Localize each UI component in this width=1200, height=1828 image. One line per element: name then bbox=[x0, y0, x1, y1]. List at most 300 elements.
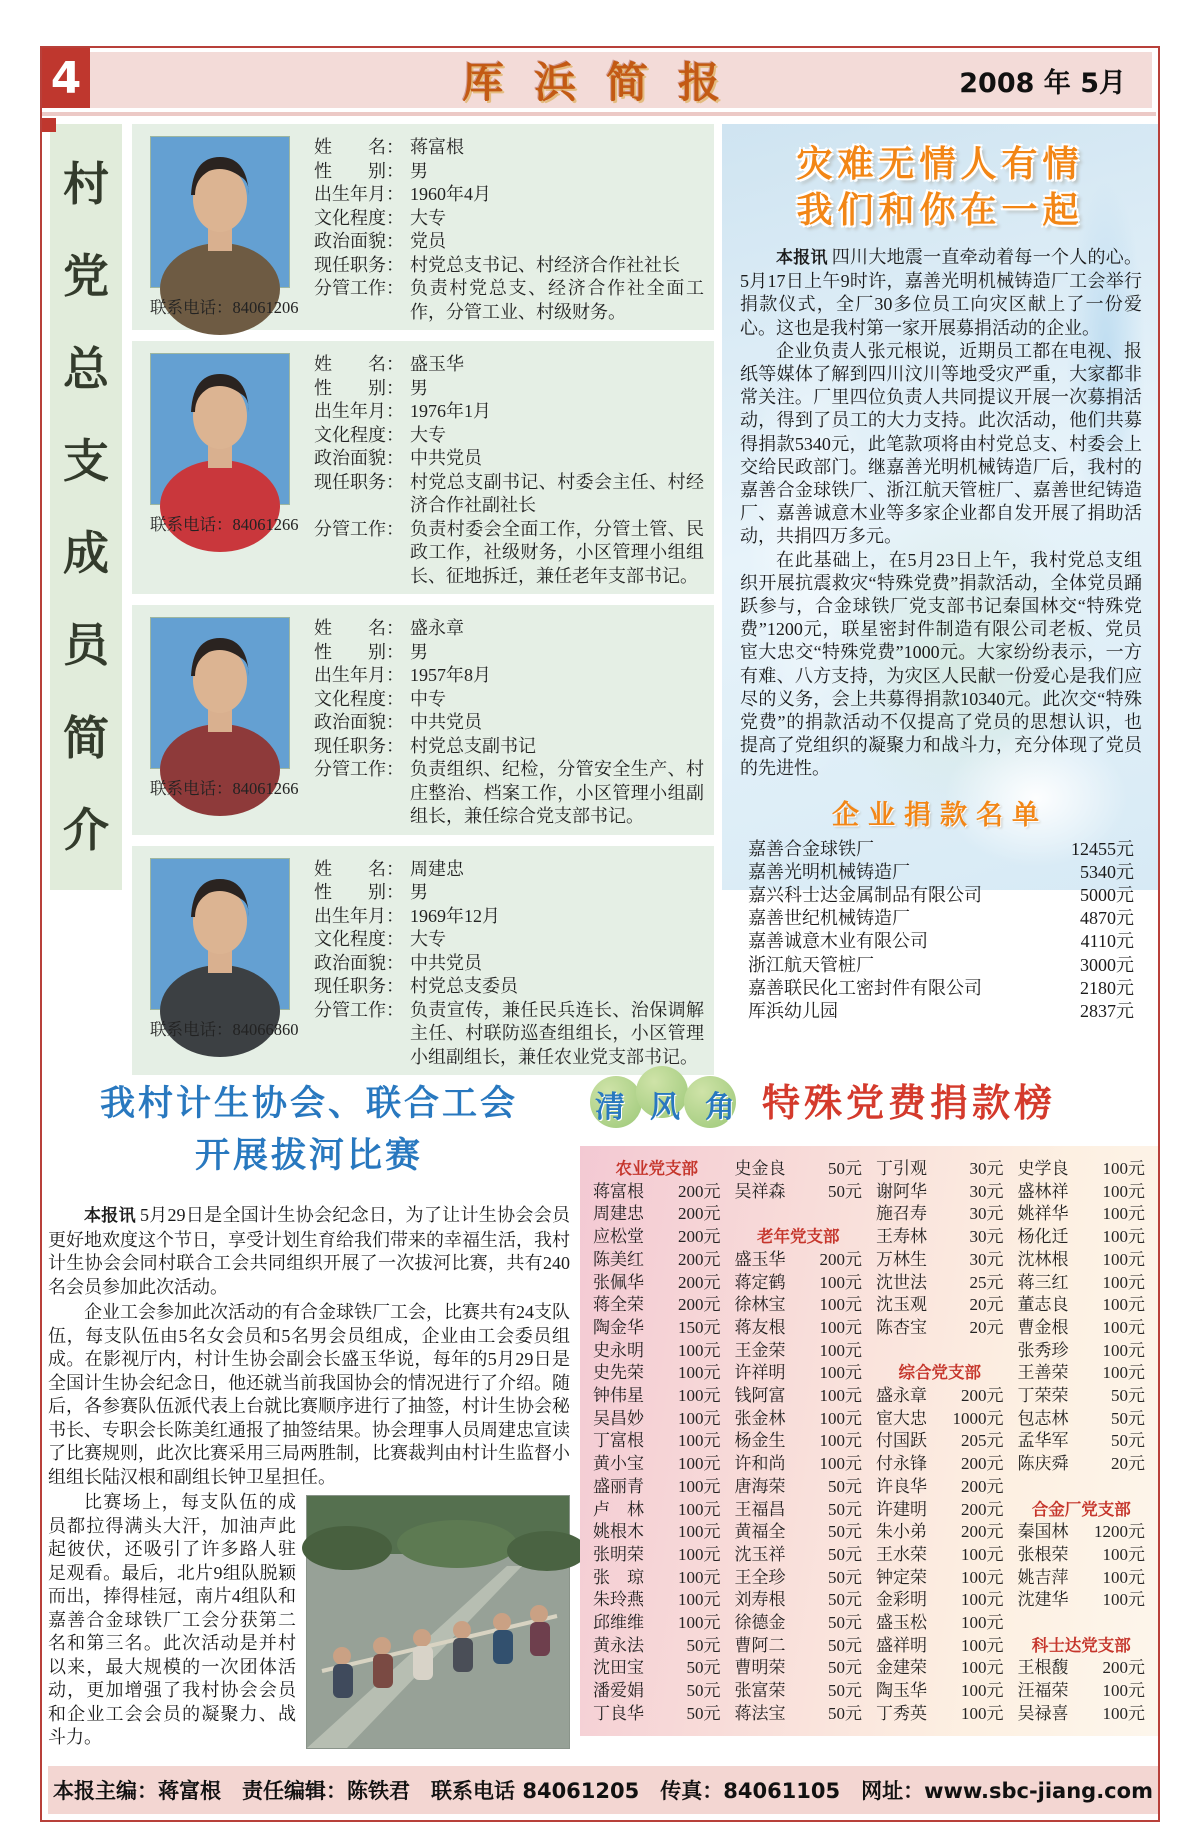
education-label: 文化程度： bbox=[314, 688, 404, 709]
donor-name: 董志良 bbox=[1017, 1295, 1069, 1315]
donor-name: 许和尚 bbox=[734, 1454, 786, 1474]
donor-column-2 bbox=[728, 1158, 870, 1726]
donor-row bbox=[593, 1680, 721, 1703]
donor-amount: 50元 bbox=[1111, 1431, 1145, 1451]
donor-row bbox=[876, 1226, 1004, 1249]
donor-board-header bbox=[580, 1066, 1158, 1132]
donor-board-section bbox=[580, 1066, 1158, 1736]
member-position-row bbox=[314, 975, 704, 999]
donor-amount: 50元 bbox=[828, 1567, 862, 1587]
donor-name: 汪福荣 bbox=[1017, 1681, 1069, 1701]
donor-name: 沈玉祥 bbox=[734, 1544, 786, 1564]
donor-name: 潘爱娟 bbox=[593, 1681, 644, 1701]
donor-amount: 100元 bbox=[961, 1613, 1004, 1633]
donor-amount: 100元 bbox=[678, 1590, 721, 1610]
paragraph-text: 5月29日是全国计生协会纪念日，为了让计生协会会员更好地欢度这个节日，享受计划生育给我们带来的幸福生活，我村计生协会会同村联合工会共同组织开展了一次拔河比赛，共有240名会员参加此次活动。 bbox=[48, 1205, 571, 1297]
enterprise-donation-list bbox=[722, 838, 1158, 1024]
donor-row bbox=[876, 1272, 1004, 1295]
member-photo-column bbox=[150, 136, 300, 324]
donor-name: 姚吉萍 bbox=[1017, 1567, 1069, 1587]
phone-label: 联系电话： bbox=[150, 1019, 233, 1039]
donor-row bbox=[876, 1158, 1004, 1181]
donor-amount: 200元 bbox=[678, 1204, 721, 1224]
member-education-row bbox=[314, 688, 704, 712]
donor-row bbox=[735, 1294, 863, 1317]
donor-row bbox=[735, 1272, 863, 1295]
donor-board-panel bbox=[580, 1146, 1158, 1736]
member-card bbox=[132, 605, 714, 835]
donor-amount: 50元 bbox=[828, 1476, 862, 1496]
donor-row bbox=[593, 1340, 721, 1363]
duty-label: 分管工作： bbox=[314, 278, 404, 298]
donor-amount: 100元 bbox=[678, 1567, 721, 1587]
politics-value: 中共党员 bbox=[410, 952, 482, 973]
donor-amount: 200元 bbox=[961, 1499, 1004, 1519]
phone-value: 84061266 bbox=[232, 779, 299, 798]
enterprise-amount: 5000元 bbox=[1080, 885, 1134, 906]
donor-row bbox=[1018, 1272, 1146, 1295]
member-card bbox=[132, 341, 714, 594]
donor-name: 沈建华 bbox=[1017, 1590, 1069, 1610]
donor-amount: 100元 bbox=[678, 1499, 721, 1519]
donor-amount: 1200元 bbox=[1094, 1522, 1145, 1542]
donor-name: 张金林 bbox=[734, 1408, 786, 1428]
birth-label: 出生年月： bbox=[314, 184, 404, 204]
donor-name: 王水荣 bbox=[876, 1544, 927, 1564]
donor-row bbox=[1018, 1657, 1146, 1680]
paragraph bbox=[48, 1301, 570, 1489]
donor-amount: 100元 bbox=[1102, 1295, 1145, 1315]
footer-colophon bbox=[48, 1766, 1158, 1814]
donor-row bbox=[1018, 1476, 1146, 1499]
donor-amount: 30元 bbox=[969, 1204, 1004, 1224]
donor-amount: 100元 bbox=[819, 1317, 862, 1337]
donor-name: 蒋法宝 bbox=[734, 1703, 786, 1723]
donor-amount: 100元 bbox=[1102, 1227, 1145, 1247]
member-politics-row bbox=[314, 952, 704, 976]
member-position-row bbox=[314, 735, 704, 759]
donor-row bbox=[876, 1612, 1004, 1635]
title-line-1: 灾难无情人有情 bbox=[796, 144, 1084, 185]
donor-amount: 50元 bbox=[828, 1703, 862, 1723]
enterprise-donation-list-title: 企业捐款名单 bbox=[832, 799, 1048, 831]
donor-row bbox=[1018, 1294, 1146, 1317]
donor-row bbox=[593, 1249, 721, 1272]
donor-amount: 1000元 bbox=[952, 1408, 1004, 1428]
member-photo-column bbox=[150, 617, 300, 829]
donor-row bbox=[1018, 1680, 1146, 1703]
member-duty-row bbox=[314, 277, 704, 324]
donor-amount: 100元 bbox=[961, 1635, 1004, 1655]
donor-row bbox=[876, 1408, 1004, 1431]
donor-row bbox=[876, 1476, 1004, 1499]
sidebar-title-char: 党 bbox=[63, 249, 109, 304]
donor-amount: 200元 bbox=[678, 1227, 721, 1247]
donor-row bbox=[1018, 1453, 1146, 1476]
donor-column-3 bbox=[869, 1158, 1011, 1726]
birth-value: 1969年12月 bbox=[410, 905, 500, 926]
donor-name: 张明荣 bbox=[593, 1544, 644, 1564]
member-birth-row bbox=[314, 400, 704, 424]
header-band bbox=[60, 52, 1152, 108]
donor-amount: 100元 bbox=[819, 1272, 862, 1292]
donor-name: 朱玲燕 bbox=[593, 1590, 644, 1610]
enterprise-donation-row bbox=[748, 838, 1134, 861]
donor-amount: 100元 bbox=[678, 1522, 721, 1542]
branch-header: 综合党支部 bbox=[898, 1363, 981, 1383]
donor-row bbox=[1018, 1567, 1146, 1590]
donor-row bbox=[876, 1567, 1004, 1590]
donor-name: 吴昌妙 bbox=[593, 1408, 644, 1428]
donor-row bbox=[1018, 1385, 1146, 1408]
donor-row bbox=[876, 1203, 1004, 1226]
donor-amount: 200元 bbox=[678, 1295, 721, 1315]
donor-amount: 100元 bbox=[819, 1408, 862, 1428]
branch-header: 科士达党支部 bbox=[1031, 1635, 1131, 1655]
donor-name: 史金良 bbox=[734, 1159, 786, 1178]
donor-amount: 100元 bbox=[1102, 1590, 1145, 1610]
member-name-row bbox=[314, 858, 704, 882]
name-label: 姓 名： bbox=[314, 137, 404, 157]
sidebar-title-char: 员 bbox=[63, 618, 109, 673]
tug-of-war-article bbox=[48, 1078, 570, 1752]
donor-row bbox=[593, 1226, 721, 1249]
enterprise-name: 嘉善诚意木业有限公司 bbox=[748, 931, 928, 952]
donor-row bbox=[735, 1317, 863, 1340]
donor-row bbox=[735, 1521, 863, 1544]
member-portrait-photo bbox=[150, 136, 290, 288]
donor-name: 史先荣 bbox=[593, 1363, 644, 1383]
header-divider bbox=[42, 112, 1156, 116]
donor-name: 盛林祥 bbox=[1017, 1181, 1069, 1201]
donor-row bbox=[593, 1521, 721, 1544]
member-info bbox=[314, 353, 704, 588]
education-label: 文化程度： bbox=[314, 207, 404, 228]
issue-date: 2008 年 5月 bbox=[959, 67, 1126, 99]
donor-row bbox=[593, 1317, 721, 1340]
donor-name: 陶金华 bbox=[593, 1317, 644, 1337]
birth-label: 出生年月： bbox=[314, 401, 404, 421]
donor-name: 沈林根 bbox=[1017, 1249, 1069, 1269]
member-politics-row bbox=[314, 230, 704, 254]
donor-name: 曹阿二 bbox=[734, 1635, 786, 1655]
donor-name: 卢 林 bbox=[593, 1499, 644, 1519]
donor-amount: 50元 bbox=[828, 1522, 862, 1542]
member-info bbox=[314, 858, 704, 1070]
donor-amount: 50元 bbox=[828, 1159, 862, 1178]
donor-row bbox=[876, 1544, 1004, 1567]
donor-name: 王善荣 bbox=[1017, 1363, 1069, 1383]
donor-name: 杨化迁 bbox=[1017, 1227, 1069, 1247]
donor-name: 陶玉华 bbox=[876, 1681, 927, 1701]
title-line-1: 我村计生协会、联合工会 bbox=[99, 1083, 518, 1124]
donor-amount: 30元 bbox=[969, 1159, 1004, 1178]
donor-name: 谢阿华 bbox=[876, 1181, 927, 1201]
donor-row bbox=[593, 1544, 721, 1567]
member-education-row bbox=[314, 424, 704, 448]
donor-amount: 100元 bbox=[678, 1476, 721, 1496]
donor-amount: 50元 bbox=[686, 1658, 721, 1678]
gender-value: 男 bbox=[410, 641, 428, 662]
duty-value: 负责宣传，兼任民兵连长、治保调解主任、村联防巡查组组长，小区管理小组副组长，兼任农业党支部书记。 bbox=[410, 999, 704, 1067]
donor-row bbox=[735, 1703, 863, 1726]
donor-row bbox=[1018, 1340, 1146, 1363]
member-phone bbox=[150, 511, 300, 535]
donor-name: 钱阿富 bbox=[734, 1386, 786, 1406]
donor-amount: 100元 bbox=[678, 1408, 721, 1428]
donor-row bbox=[1018, 1203, 1146, 1226]
sidebar-title-char: 村 bbox=[63, 157, 109, 212]
branch-header: 农业党支部 bbox=[615, 1159, 698, 1178]
enterprise-donation-row bbox=[748, 884, 1134, 907]
donor-row bbox=[876, 1340, 1004, 1363]
name-label: 姓 名： bbox=[314, 354, 404, 374]
logo-char: 角 bbox=[705, 1090, 735, 1125]
member-duty-row bbox=[314, 999, 704, 1070]
enterprise-amount: 3000元 bbox=[1080, 954, 1134, 975]
paragraph-lead: 本报讯 bbox=[776, 248, 828, 268]
donor-row bbox=[593, 1385, 721, 1408]
enterprise-donation-row bbox=[748, 954, 1134, 977]
donor-row bbox=[1018, 1317, 1146, 1340]
donor-row bbox=[593, 1703, 721, 1726]
paragraph-text: 四川大地震一直牵动着每一个人的心。5月17日上午9时许，嘉善光明机械铸造厂工会举行捐款仪式，全厂30多位员工向灾区献上了一份爱心。这也是我村第一家开展募捐活动的企业。 bbox=[740, 247, 1143, 338]
duty-label: 分管工作： bbox=[314, 518, 404, 539]
member-birth-row bbox=[314, 183, 704, 207]
logo-characters bbox=[590, 1082, 740, 1126]
donor-name: 丁引观 bbox=[876, 1159, 927, 1178]
donor-row bbox=[876, 1294, 1004, 1317]
paragraph bbox=[740, 549, 1142, 781]
donor-amount: 100元 bbox=[1102, 1703, 1145, 1723]
donor-amount: 50元 bbox=[828, 1658, 862, 1678]
sidebar-title-char: 介 bbox=[63, 802, 109, 857]
donor-name: 盛玉松 bbox=[876, 1613, 927, 1633]
position-label: 现任职务： bbox=[314, 735, 404, 756]
donor-name: 姚根木 bbox=[593, 1522, 644, 1542]
enterprise-name: 浙江航天管桩厂 bbox=[748, 954, 874, 975]
enterprise-name: 厍浜幼儿园 bbox=[748, 1001, 838, 1022]
tug-article-body bbox=[48, 1204, 570, 1750]
donor-name: 张秀珍 bbox=[1017, 1340, 1069, 1360]
politics-label: 政治面貌： bbox=[314, 712, 404, 732]
qingfengjiao-logo bbox=[590, 1066, 740, 1132]
phone-label: 联系电话： bbox=[150, 298, 233, 317]
donor-amount: 200元 bbox=[961, 1522, 1004, 1542]
education-value: 大专 bbox=[410, 929, 446, 949]
donor-row bbox=[735, 1476, 863, 1499]
donor-amount: 50元 bbox=[828, 1499, 862, 1519]
member-photo-column bbox=[150, 858, 300, 1070]
birth-value: 1957年8月 bbox=[410, 665, 491, 685]
position-value: 村党总支书记、村经济合作社社长 bbox=[410, 254, 680, 275]
paragraph bbox=[740, 246, 1142, 340]
donor-row bbox=[876, 1657, 1004, 1680]
donor-row bbox=[876, 1453, 1004, 1476]
member-position-row bbox=[314, 254, 704, 278]
donor-amount: 100元 bbox=[961, 1567, 1004, 1587]
enterprise-donation-row bbox=[748, 977, 1134, 1000]
donor-name: 施召寿 bbox=[876, 1204, 927, 1224]
enterprise-amount: 2837元 bbox=[1080, 1001, 1134, 1022]
member-birth-row bbox=[314, 905, 704, 929]
donor-amount: 100元 bbox=[678, 1613, 721, 1633]
logo-char: 风 bbox=[650, 1090, 680, 1125]
name-value: 盛永章 bbox=[410, 618, 464, 638]
donor-column-1 bbox=[586, 1158, 728, 1726]
donor-amount: 100元 bbox=[961, 1681, 1004, 1701]
donor-name: 杨金生 bbox=[734, 1431, 786, 1451]
branch-header: 老年党支部 bbox=[757, 1227, 840, 1247]
donor-amount: 50元 bbox=[828, 1181, 862, 1201]
donor-amount: 100元 bbox=[819, 1340, 862, 1360]
donor-name: 沈世法 bbox=[876, 1272, 927, 1292]
donor-row bbox=[735, 1612, 863, 1635]
earthquake-article-title bbox=[722, 142, 1158, 234]
sidebar-title-char: 总 bbox=[63, 341, 109, 396]
education-label: 文化程度： bbox=[314, 929, 404, 949]
phone-value: 84061206 bbox=[232, 298, 299, 317]
donor-amount: 100元 bbox=[1102, 1181, 1145, 1201]
donor-name: 史学良 bbox=[1017, 1159, 1069, 1178]
member-info bbox=[314, 617, 704, 829]
donor-amount: 100元 bbox=[1102, 1249, 1145, 1269]
donor-amount: 200元 bbox=[678, 1181, 721, 1201]
title-line-2: 开展拔河比赛 bbox=[194, 1135, 423, 1176]
donor-name: 张根荣 bbox=[1017, 1544, 1069, 1564]
birth-value: 1976年1月 bbox=[410, 401, 491, 421]
donor-amount: 25元 bbox=[969, 1272, 1004, 1292]
donor-row bbox=[1018, 1703, 1146, 1726]
donor-row bbox=[876, 1680, 1004, 1703]
donor-name: 蒋三红 bbox=[1017, 1272, 1069, 1292]
donor-amount: 200元 bbox=[678, 1249, 721, 1269]
donor-row bbox=[1018, 1635, 1146, 1658]
donor-row bbox=[593, 1453, 721, 1476]
last-paragraph-with-photo bbox=[48, 1491, 570, 1750]
donor-name: 陈杏宝 bbox=[876, 1317, 927, 1337]
donor-name: 黄小宝 bbox=[593, 1454, 644, 1474]
member-card bbox=[132, 846, 714, 1076]
donor-board-title: 特殊党费捐款榜 bbox=[762, 1080, 1057, 1125]
enterprise-name: 嘉善联民化工密封件有限公司 bbox=[748, 977, 982, 998]
donor-amount: 100元 bbox=[1102, 1272, 1145, 1292]
politics-value: 中共党员 bbox=[410, 712, 482, 732]
donor-name: 蒋富根 bbox=[593, 1181, 644, 1201]
donor-name: 朱小弟 bbox=[876, 1522, 927, 1542]
member-politics-row bbox=[314, 711, 704, 735]
donor-amount: 100元 bbox=[961, 1658, 1004, 1678]
branch-header: 合金厂党支部 bbox=[1031, 1499, 1131, 1519]
donor-name: 张富荣 bbox=[734, 1681, 786, 1701]
donor-name: 沈玉观 bbox=[876, 1295, 927, 1315]
title-line-2: 我们和你在一起 bbox=[796, 190, 1084, 231]
donor-row bbox=[735, 1181, 863, 1204]
phone-value: 84061266 bbox=[232, 515, 299, 534]
member-photo-column bbox=[150, 353, 300, 588]
donor-row bbox=[735, 1544, 863, 1567]
donor-row bbox=[876, 1635, 1004, 1658]
donor-row bbox=[735, 1226, 863, 1249]
duty-value: 负责村党总支、经济合作社全面工作，分管工业、村级财务。 bbox=[410, 278, 704, 322]
enterprise-amount: 4870元 bbox=[1080, 908, 1134, 929]
donor-row bbox=[1018, 1362, 1146, 1385]
donor-name: 盛祥明 bbox=[876, 1635, 927, 1655]
donor-amount: 50元 bbox=[828, 1590, 862, 1610]
education-value: 大专 bbox=[410, 207, 446, 228]
red-corner-ornament bbox=[42, 118, 56, 132]
donor-row bbox=[735, 1340, 863, 1363]
donor-row bbox=[1018, 1612, 1146, 1635]
donor-amount: 50元 bbox=[828, 1635, 862, 1655]
enterprise-donation-row bbox=[748, 1000, 1134, 1023]
logo-char: 清 bbox=[595, 1090, 625, 1125]
donor-name: 孟华军 bbox=[1017, 1431, 1069, 1451]
donor-name: 万林生 bbox=[876, 1249, 927, 1269]
birth-value: 1960年4月 bbox=[410, 184, 491, 204]
phone-value: 84066860 bbox=[232, 1019, 299, 1039]
donor-row bbox=[876, 1430, 1004, 1453]
donor-row bbox=[1018, 1499, 1146, 1522]
member-portrait-photo bbox=[150, 617, 290, 769]
donor-row bbox=[735, 1385, 863, 1408]
member-gender-row bbox=[314, 641, 704, 665]
donor-amount: 100元 bbox=[819, 1454, 862, 1474]
donor-row bbox=[1018, 1249, 1146, 1272]
enterprise-amount: 5340元 bbox=[1080, 861, 1134, 882]
donor-name: 沈田宝 bbox=[593, 1658, 644, 1678]
donor-row bbox=[593, 1589, 721, 1612]
donor-amount: 50元 bbox=[828, 1681, 862, 1701]
donor-name: 王全珍 bbox=[734, 1567, 786, 1587]
page-number-box: 4 bbox=[42, 48, 90, 108]
donor-row bbox=[1018, 1430, 1146, 1453]
paragraph bbox=[740, 340, 1142, 549]
donor-column-4 bbox=[1011, 1158, 1153, 1726]
member-position-row bbox=[314, 471, 704, 518]
donor-name: 钟伟星 bbox=[593, 1386, 644, 1406]
member-portrait-photo bbox=[150, 858, 290, 1010]
position-label: 现任职务： bbox=[314, 254, 404, 275]
donor-amount: 50元 bbox=[1111, 1386, 1145, 1406]
donor-amount: 200元 bbox=[678, 1272, 721, 1292]
donor-name: 付永锋 bbox=[876, 1454, 927, 1474]
duty-value: 负责组织、纪检，分管安全生产、村庄整治、档案工作，小区管理小组副组长，兼任综合党支部书记。 bbox=[410, 759, 704, 826]
member-gender-row bbox=[314, 160, 704, 184]
donor-name: 盛丽青 bbox=[593, 1476, 644, 1496]
donor-name: 付国跃 bbox=[876, 1431, 927, 1451]
donor-name: 张 琼 bbox=[593, 1567, 644, 1587]
donor-name: 丁富根 bbox=[593, 1431, 644, 1451]
phone-label: 联系电话： bbox=[150, 515, 233, 534]
name-value: 周建忠 bbox=[410, 858, 464, 879]
donor-name: 蒋全荣 bbox=[593, 1295, 644, 1315]
donor-name: 黄永法 bbox=[593, 1635, 644, 1655]
member-politics-row bbox=[314, 447, 704, 471]
donor-row bbox=[1018, 1158, 1146, 1181]
donor-row bbox=[735, 1680, 863, 1703]
donor-name: 曹明荣 bbox=[734, 1658, 786, 1678]
donor-name: 史永明 bbox=[593, 1340, 644, 1360]
member-phone bbox=[150, 1016, 300, 1040]
member-education-row bbox=[314, 928, 704, 952]
enterprise-name: 嘉兴科士达金属制品有限公司 bbox=[748, 885, 982, 906]
gender-value: 男 bbox=[410, 160, 428, 181]
donor-row bbox=[593, 1476, 721, 1499]
position-label: 现任职务： bbox=[314, 471, 404, 492]
paragraph-text: 比赛场上，每支队伍的成员都拉得满头大汗，加油声此起彼伏，还吸引了许多路人驻足观看。最后，北片9组队脱颖而出，捧得桂冠，南片4组队和嘉善合金球铁厂工会分获第二名和第三名。此次活动是并村以来，最大规模的一次团体活动，更加增强了我村协会会员和企业工会会员的凝聚力、战斗力。 bbox=[48, 1492, 296, 1747]
enterprise-name: 嘉善合金球铁厂 bbox=[748, 838, 874, 859]
